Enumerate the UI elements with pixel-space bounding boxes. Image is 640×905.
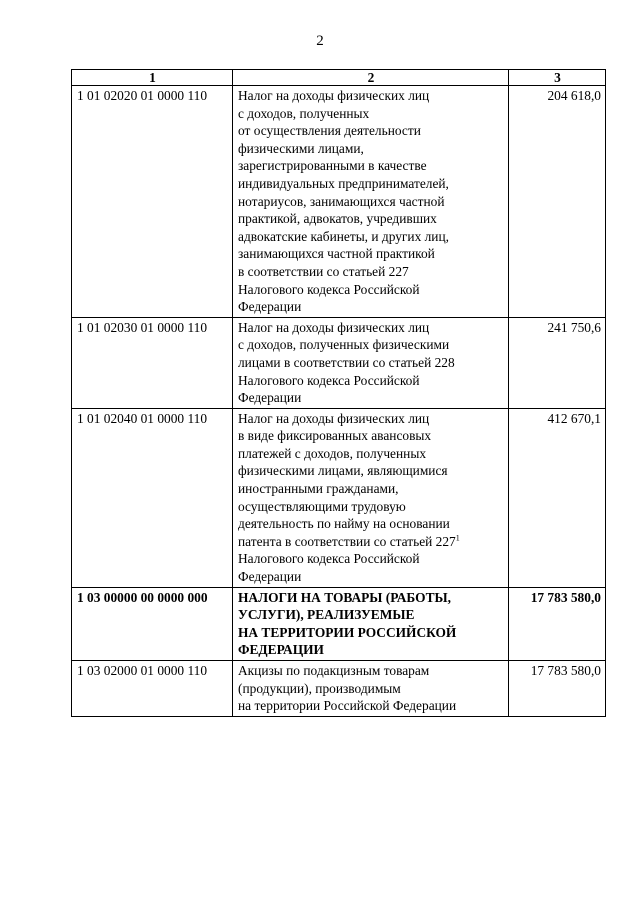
revenue-name-text: на территории Российской Федерации: [238, 698, 457, 714]
revenue-name-cell: [233, 408, 509, 587]
table-body: [72, 86, 606, 717]
amount-cell: 412 670,1: [509, 408, 606, 587]
revenue-name-text: Налог на доходы физических лиц: [238, 88, 430, 103]
revenue-name-line: [238, 462, 504, 480]
budget-code-cell: 1 03 02000 01 0000 110: [72, 661, 233, 717]
column-header-code: 1: [72, 70, 233, 86]
page-number: 2: [316, 33, 324, 49]
revenue-name-line: [238, 515, 504, 533]
revenue-name-cell: [233, 317, 509, 408]
revenue-name-line: [238, 228, 504, 246]
revenue-name-line: [238, 624, 504, 642]
revenue-name-text: с доходов, полученных: [238, 105, 370, 121]
revenue-name-cell: [233, 587, 509, 660]
revenue-name-text: Федерации: [238, 569, 302, 585]
revenue-name-text: от осуществления деятельности: [238, 123, 421, 139]
revenue-name-line: [238, 533, 504, 551]
revenue-name-cell: [233, 661, 509, 717]
revenue-name-text: деятельность по найму на основании: [238, 516, 450, 532]
revenue-name-text: индивидуальных предпринимателей,: [238, 175, 449, 191]
revenue-name-line: [238, 427, 504, 445]
revenue-name-line: [238, 87, 504, 105]
revenue-name-line: [238, 410, 504, 428]
revenue-name-line: [238, 550, 504, 568]
revenue-name-line: [238, 389, 504, 407]
column-header-amount: 3: [509, 70, 606, 86]
budget-code-cell: 1 01 02040 01 0000 110: [72, 408, 233, 587]
revenue-name-text: зарегистрированными в качестве: [238, 158, 427, 174]
revenue-name-text: Федерации: [238, 390, 302, 406]
table-row: [72, 317, 606, 408]
revenue-name-line: [238, 480, 504, 498]
revenue-name-line: [238, 298, 504, 316]
revenue-name-text: практикой, адвокатов, учредивших: [238, 211, 437, 227]
revenue-name-line: [238, 319, 504, 337]
amount-cell: 17 783 580,0: [509, 587, 606, 660]
revenue-table: [71, 69, 606, 717]
revenue-name-text: нотариусов, занимающихся частной: [238, 193, 445, 209]
revenue-name-line: [238, 105, 504, 123]
revenue-name-text: физическими лицами,: [238, 140, 364, 156]
revenue-name-line: [238, 354, 504, 372]
revenue-name-line: [238, 641, 504, 659]
table-header-row: [72, 70, 606, 86]
revenue-name-line: [238, 589, 504, 607]
amount-cell: 241 750,6: [509, 317, 606, 408]
revenue-name-line: [238, 498, 504, 516]
revenue-name-line: [238, 372, 504, 390]
revenue-name-line: [238, 140, 504, 158]
revenue-name-line: [238, 606, 504, 624]
revenue-name-text: занимающихся частной практикой: [238, 246, 435, 262]
revenue-name-text: Налог на доходы физических лиц: [238, 410, 430, 426]
revenue-name-text: лицами в соответствии со статьей 228: [238, 354, 455, 370]
revenue-name-line: [238, 662, 504, 680]
revenue-name-line: [238, 263, 504, 281]
revenue-name-text: Налогового кодекса Российской: [238, 281, 420, 297]
revenue-name-line: [238, 680, 504, 698]
revenue-name-text: НА ТЕРРИТОРИИ РОССИЙСКОЙ: [238, 624, 457, 640]
revenue-name-text: Акцизы по подакцизным товарам: [238, 663, 430, 678]
table-row: [72, 86, 606, 318]
revenue-name-line: [238, 336, 504, 354]
budget-code-cell: 1 01 02030 01 0000 110: [72, 317, 233, 408]
revenue-name-text: физическими лицами, являющимися: [238, 463, 448, 479]
revenue-name-text: (продукции), производимым: [238, 680, 401, 696]
revenue-name-line: [238, 281, 504, 299]
budget-code-cell: 1 01 02020 01 0000 110: [72, 86, 233, 318]
revenue-name-text: с доходов, полученных физическими: [238, 337, 450, 353]
revenue-name-text: Федерации: [238, 299, 302, 315]
column-header-name: 2: [233, 70, 509, 86]
amount-cell: 17 783 580,0: [509, 661, 606, 717]
table-row: [72, 587, 606, 660]
table-row: [72, 408, 606, 587]
revenue-name-text: адвокатские кабинеты, и других лиц,: [238, 228, 449, 244]
table-row: [72, 661, 606, 717]
revenue-name-line: [238, 122, 504, 140]
revenue-name-line: [238, 697, 504, 715]
revenue-name-text: Налогового кодекса Российской: [238, 551, 420, 567]
revenue-name-line: [238, 157, 504, 175]
revenue-name-line: [238, 445, 504, 463]
revenue-name-text: ФЕДЕРАЦИИ: [238, 642, 324, 658]
revenue-name-text: платежей с доходов, полученных: [238, 445, 427, 461]
footnote-superscript: 1: [455, 533, 460, 543]
revenue-name-cell: [233, 86, 509, 318]
revenue-name-text: УСЛУГИ), РЕАЛИЗУЕМЫЕ: [238, 607, 415, 623]
revenue-name-text: в виде фиксированных авансовых: [238, 428, 432, 444]
revenue-name-text: в соответствии со статьей 227: [238, 263, 409, 279]
amount-cell: 204 618,0: [509, 86, 606, 318]
revenue-name-line: [238, 210, 504, 228]
revenue-name-text: иностранными гражданами,: [238, 481, 399, 497]
revenue-name-line: [238, 193, 504, 211]
revenue-name-line: [238, 245, 504, 263]
revenue-name-text: патента в соответствии со статьей 227: [238, 533, 456, 549]
revenue-name-line: [238, 568, 504, 586]
budget-code-cell: 1 03 00000 00 0000 000: [72, 587, 233, 660]
revenue-name-line: [238, 175, 504, 193]
revenue-name-text: осуществляющими трудовую: [238, 498, 406, 514]
revenue-name-text: Налог на доходы физических лиц: [238, 319, 430, 335]
revenue-name-text: Налогового кодекса Российской: [238, 372, 420, 388]
revenue-name-text: НАЛОГИ НА ТОВАРЫ (РАБОТЫ,: [238, 589, 451, 605]
